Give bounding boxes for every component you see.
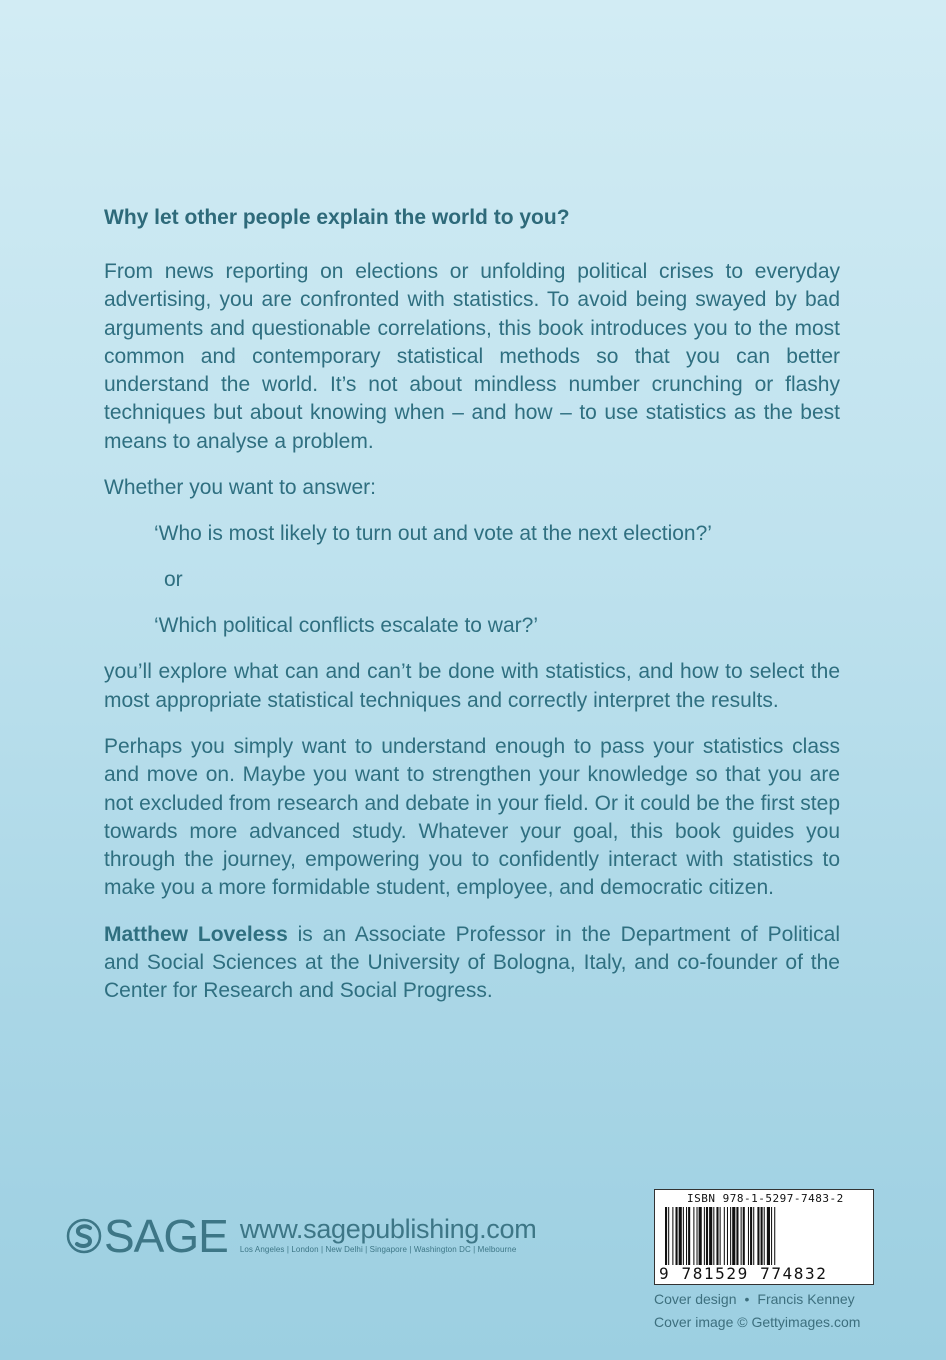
barcode-bar bbox=[699, 1207, 702, 1265]
intro-paragraph: From news reporting on elections or unfolding political crises to everyday advertising, you are confronted with statistics. To avoid being swayed by bad arguments and questionable correlations, this book introduces you to the most common and contemporary statistical methods so that you can better understand the world. It’s not about mindless number crunching or flashy techniques but about knowing when – and how – to use statistics as the best means to analyse a problem. bbox=[104, 260, 840, 453]
barcode-bar bbox=[743, 1207, 745, 1265]
isbn-digits: 9 781529 774832 bbox=[659, 1264, 828, 1283]
barcode-bar bbox=[713, 1207, 714, 1265]
barcode-bar bbox=[724, 1207, 725, 1265]
barcode-bar bbox=[672, 1207, 673, 1265]
image-source: Gettyimages.com bbox=[751, 1314, 861, 1330]
barcode-bar bbox=[753, 1207, 754, 1265]
sage-wordmark: SAGE bbox=[104, 1210, 228, 1262]
barcode-bar bbox=[741, 1207, 742, 1265]
publisher-cities: Los Angeles | London | New Delhi | Singapore | Washington DC | Melbourne bbox=[239, 1245, 517, 1254]
barcode-bar bbox=[679, 1207, 682, 1265]
isbn-barcode bbox=[654, 1189, 874, 1285]
barcode-bar bbox=[750, 1207, 752, 1265]
barcode-bar bbox=[764, 1207, 765, 1265]
barcode-bar bbox=[693, 1207, 694, 1265]
barcode-bar bbox=[720, 1207, 721, 1265]
barcode-bar bbox=[767, 1207, 770, 1265]
author-name: Matthew Loveless bbox=[104, 922, 288, 946]
isbn-label: ISBN 978-1-5297-7483-2 bbox=[687, 1192, 844, 1205]
barcode-bar bbox=[771, 1207, 772, 1265]
author-bio bbox=[104, 921, 840, 1006]
barcode-bars bbox=[663, 1207, 867, 1265]
sage-logo bbox=[66, 1210, 228, 1262]
sage-s-icon bbox=[66, 1216, 102, 1256]
author-bio-text: is an Associate Professor in the Department of Political and Social Sciences at the University of Bologna, Italy, and co-founder of the Center for Research and Social Progress. bbox=[104, 922, 840, 1003]
outcome-paragraph: you’ll explore what can and can’t be done with statistics, and how to select the most appropriate statistical techniques and correctly interpret the results. bbox=[104, 660, 840, 712]
barcode-bar bbox=[668, 1207, 669, 1265]
cover-credits bbox=[654, 1288, 860, 1334]
barcode-bar bbox=[730, 1207, 731, 1265]
cover-heading: Why let other people explain the world to you? bbox=[104, 206, 570, 229]
or-connector: or bbox=[164, 568, 183, 592]
barcode-bar bbox=[736, 1207, 738, 1265]
designer-name: Francis Kenney bbox=[757, 1291, 855, 1307]
example-question-2: ‘Which political conflicts escalate to war?’ bbox=[154, 614, 538, 638]
image-credit bbox=[654, 1311, 860, 1334]
barcode-bar bbox=[686, 1207, 687, 1265]
publisher-block bbox=[66, 1210, 537, 1262]
publisher-url[interactable]: www.sagepublishing.com bbox=[239, 1214, 537, 1244]
design-credit: Cover design • Francis Kenney bbox=[654, 1291, 855, 1307]
barcode-bar bbox=[716, 1207, 718, 1265]
barcode-bar bbox=[732, 1207, 735, 1265]
barcode-bar bbox=[727, 1207, 728, 1265]
barcode-bar bbox=[683, 1207, 684, 1265]
barcode-bar bbox=[709, 1207, 712, 1265]
barcode-bar bbox=[706, 1207, 708, 1265]
barcode-bar bbox=[688, 1207, 690, 1265]
back-cover-text bbox=[104, 206, 840, 1024]
barcode-bar bbox=[665, 1207, 667, 1265]
barcode-bar bbox=[774, 1207, 775, 1265]
barcode-bar bbox=[676, 1207, 678, 1265]
goals-paragraph: Perhaps you simply want to understand enough to pass your statistics class and move on. Maybe you want to strengthen your knowledge so that you are not excluded from research and debate in your field. Or it could be the first step towards more advanced study. Whatever your goal, this book guides you through the journey, empowering you to confidently interact with statistics to make you a more formidable student, employee, and democratic citizen. bbox=[104, 734, 840, 900]
design-credit-label: Cover design bbox=[654, 1291, 737, 1307]
question-lead-in: Whether you want to answer: bbox=[104, 476, 376, 500]
barcode-bar bbox=[757, 1207, 759, 1265]
example-question-1: ‘Who is most likely to turn out and vote at the next election?’ bbox=[154, 522, 712, 546]
image-credit-label: Cover image © bbox=[654, 1314, 748, 1330]
barcode-bar bbox=[697, 1207, 698, 1265]
barcode-bar bbox=[748, 1207, 749, 1265]
barcode-bar bbox=[761, 1207, 763, 1265]
barcode-bar bbox=[704, 1207, 705, 1265]
